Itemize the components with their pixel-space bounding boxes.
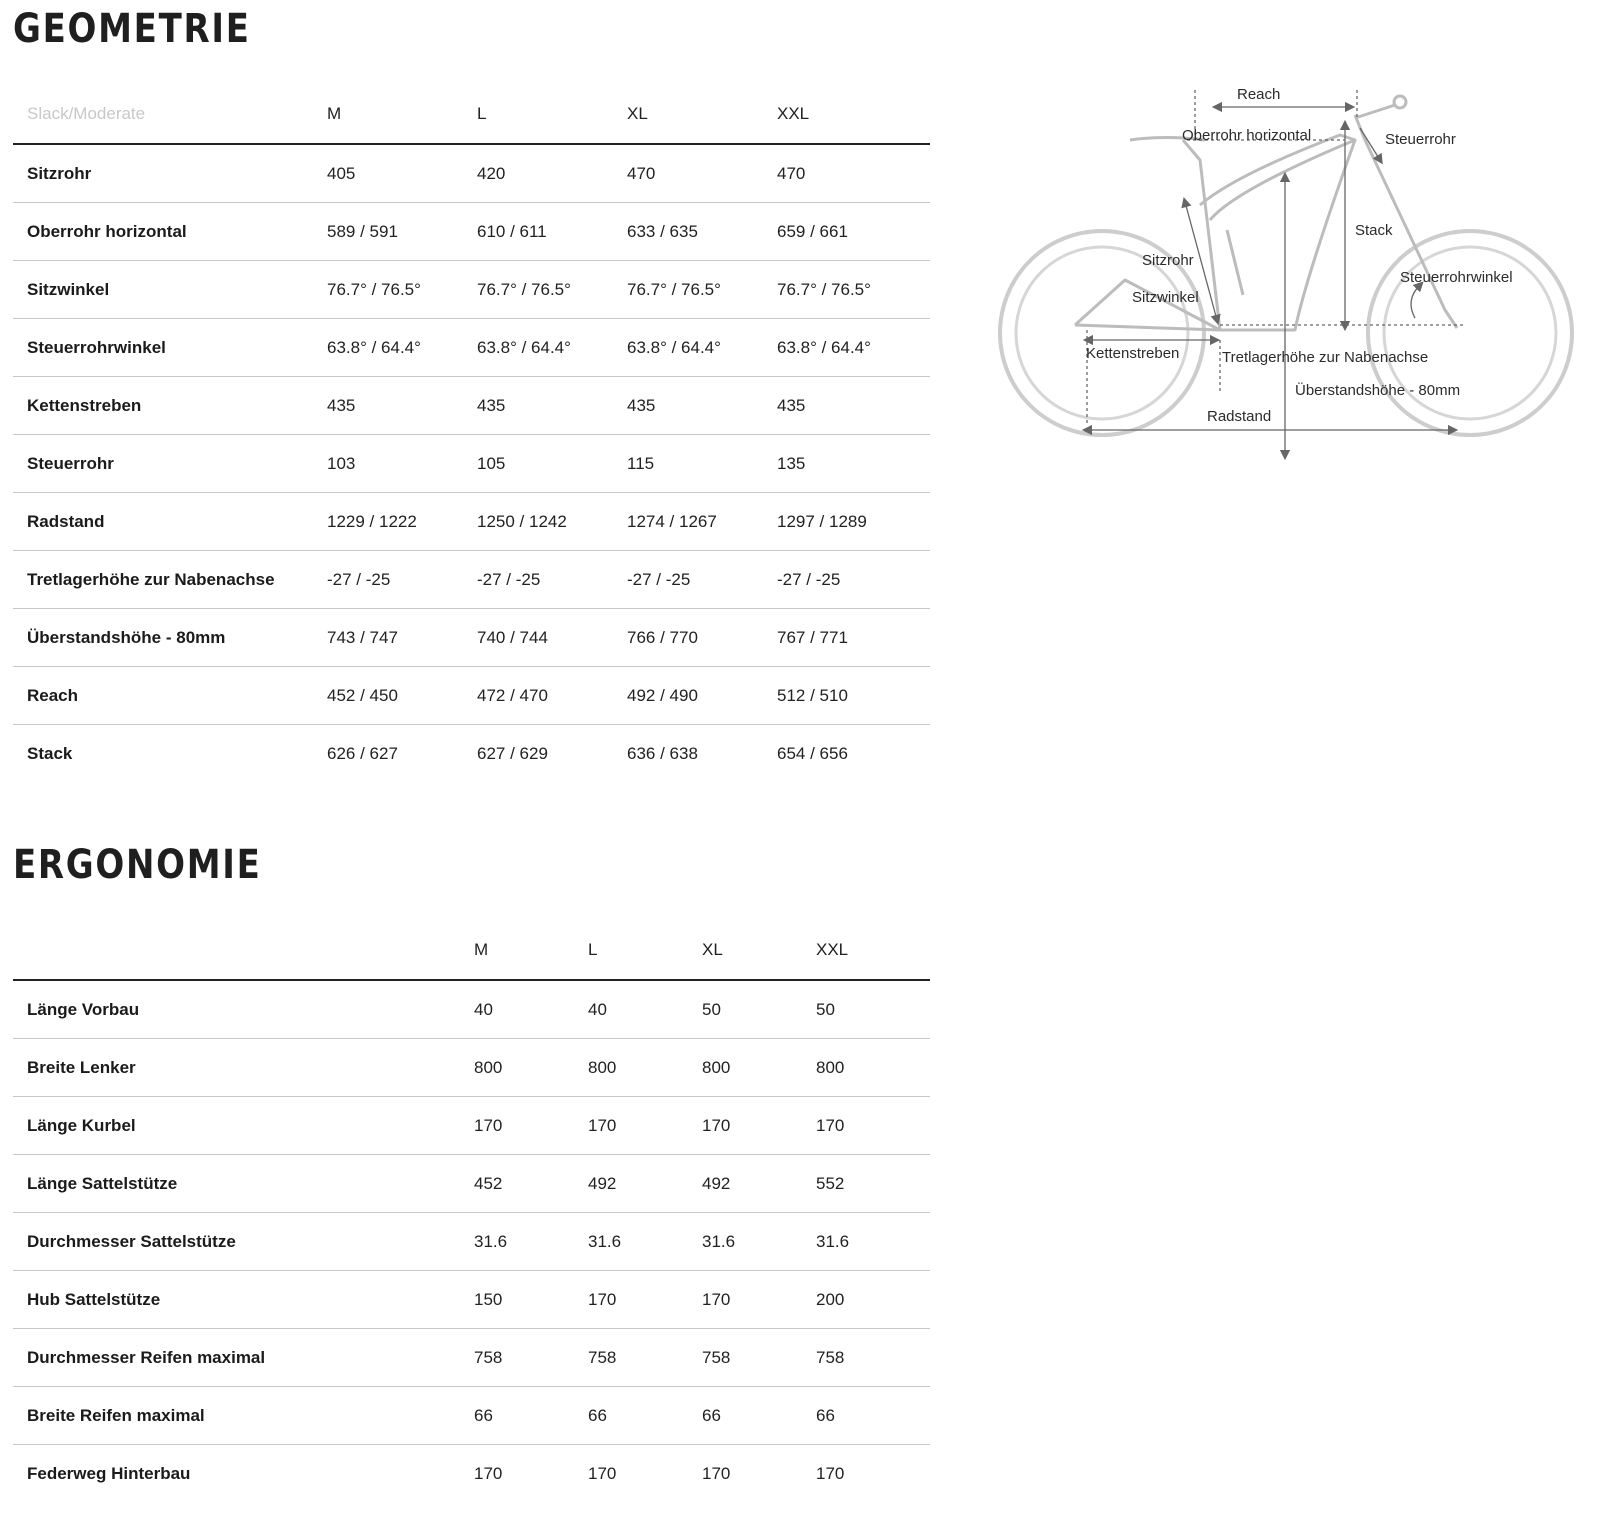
cell-value: 76.7° / 76.5°	[777, 261, 930, 319]
cell-value: 758	[702, 1329, 816, 1387]
cell-value: 1274 / 1267	[627, 493, 777, 551]
row-label-sitzrohr: Sitzrohr	[13, 144, 327, 203]
size-header-m: M	[327, 85, 477, 144]
row-label-federweg-hinterbau: Federweg Hinterbau	[27, 1463, 191, 1483]
cell-value: 743 / 747	[327, 609, 477, 667]
label-steuerrohrwinkel: Steuerrohrwinkel	[1400, 269, 1513, 286]
cell-value: 170	[702, 1271, 816, 1329]
table-row	[13, 435, 930, 493]
cell-value: 659 / 661	[777, 203, 930, 261]
cell-value: 76.7° / 76.5°	[477, 261, 627, 319]
row-label-kettenstreben: Kettenstreben	[13, 377, 327, 435]
ergonomics-corner	[13, 921, 474, 980]
cell-value: 115	[627, 435, 777, 493]
cell-value: 103	[327, 435, 477, 493]
row-label-oberrohr-horizontal: Oberrohr horizontal	[13, 203, 327, 261]
cell-value: 512 / 510	[777, 667, 930, 725]
row-label-tretlagerhoehe-zur-nabenachse: Tretlagerhöhe zur Nabenachse	[13, 551, 327, 609]
cell-value: 105	[477, 435, 627, 493]
label-kettenstreben: Kettenstreben	[1086, 345, 1180, 362]
size-header-xxl: XXL	[777, 85, 930, 144]
cell-value: 170	[588, 1097, 702, 1155]
row-label-durchmesser-sattelstuetze: Durchmesser Sattelstütze	[13, 1213, 474, 1271]
table-row	[13, 261, 930, 319]
row-label-hub-sattelstuetze: Hub Sattelstütze	[13, 1271, 474, 1329]
cell-value: 610 / 611	[477, 203, 627, 261]
cell-value: 170	[702, 1463, 731, 1483]
cell-value: 66	[474, 1387, 588, 1445]
ergonomics-table	[13, 921, 930, 1502]
bike-geometry-diagram	[995, 80, 1595, 460]
cell-value: 626 / 627	[327, 743, 398, 763]
cell-value: 758	[474, 1329, 588, 1387]
table-row	[13, 1097, 930, 1155]
cell-value: 767 / 771	[777, 609, 930, 667]
table-row	[13, 1445, 930, 1503]
cell-value: 76.7° / 76.5°	[327, 261, 477, 319]
cell-value: 627 / 629	[477, 743, 548, 763]
cell-value: 758	[816, 1329, 930, 1387]
cell-value: 492 / 490	[627, 667, 777, 725]
cell-value: 76.7° / 76.5°	[627, 261, 777, 319]
front-wheel	[1368, 231, 1572, 435]
cell-value: 170	[816, 1097, 930, 1155]
geometry-mode-label: Slack/Moderate	[13, 85, 327, 144]
label-oberrohr-horizontal: Oberrohr horizontal	[1182, 127, 1312, 144]
cell-value: 472 / 470	[477, 667, 627, 725]
cell-value: 31.6	[474, 1213, 588, 1271]
row-label-laenge-sattelstuetze: Länge Sattelstütze	[13, 1155, 474, 1213]
row-label-sitzwinkel: Sitzwinkel	[13, 261, 327, 319]
cell-value: 66	[702, 1387, 816, 1445]
cell-value: 435	[327, 377, 477, 435]
size-header-l: L	[588, 921, 702, 980]
row-label-laenge-vorbau: Länge Vorbau	[13, 980, 474, 1039]
cell-value: 405	[327, 144, 477, 203]
table-row	[13, 1213, 930, 1271]
geometry-table	[13, 85, 930, 782]
cell-value: 200	[816, 1271, 930, 1329]
cell-value: 1297 / 1289	[777, 493, 930, 551]
row-label-steuerrohr: Steuerrohr	[13, 435, 327, 493]
cell-value: 800	[474, 1039, 588, 1097]
cell-value: 452	[474, 1155, 588, 1213]
table-row	[13, 377, 930, 435]
table-row	[13, 980, 930, 1039]
cell-value: 50	[702, 980, 816, 1039]
cell-value: 740 / 744	[477, 609, 627, 667]
cell-value: 170	[474, 1463, 503, 1483]
cell-value: 492	[588, 1155, 702, 1213]
row-label-laenge-kurbel: Länge Kurbel	[13, 1097, 474, 1155]
size-header-xl: XL	[627, 85, 777, 144]
cell-value: 435	[627, 377, 777, 435]
table-row	[13, 319, 930, 377]
table-row	[13, 1387, 930, 1445]
table-row	[13, 551, 930, 609]
row-label-breite-lenker: Breite Lenker	[13, 1039, 474, 1097]
cell-value: 589 / 591	[327, 203, 477, 261]
cell-value: 800	[702, 1039, 816, 1097]
ergonomics-title: ERGONOMIE	[13, 842, 262, 888]
table-row	[13, 1039, 930, 1097]
row-label-durchmesser-reifen-maximal: Durchmesser Reifen maximal	[13, 1329, 474, 1387]
cell-value: -27 / -25	[627, 551, 777, 609]
cell-value: -27 / -25	[327, 551, 477, 609]
geometry-header-row	[13, 85, 930, 144]
table-row	[13, 144, 930, 203]
cell-value: 31.6	[816, 1213, 930, 1271]
cell-value: 492	[702, 1155, 816, 1213]
cell-value: 66	[816, 1387, 930, 1445]
cell-value: 766 / 770	[627, 609, 777, 667]
cell-value: 435	[777, 377, 930, 435]
ergonomics-header-row	[13, 921, 930, 980]
label-radstand: Radstand	[1207, 408, 1272, 425]
geometry-title: GEOMETRIE	[13, 6, 251, 52]
label-stack: Stack	[1355, 222, 1393, 239]
cell-value: 40	[588, 980, 702, 1039]
cell-value: 50	[816, 980, 930, 1039]
cell-value: 470	[627, 144, 777, 203]
cell-value: 758	[588, 1329, 702, 1387]
cell-value: 633 / 635	[627, 203, 777, 261]
cell-value: 170	[474, 1097, 588, 1155]
cell-value: 31.6	[588, 1213, 702, 1271]
cell-value: 800	[588, 1039, 702, 1097]
cell-value: 135	[777, 435, 930, 493]
label-sitzwinkel: Sitzwinkel	[1132, 289, 1199, 306]
size-header-m: M	[474, 921, 588, 980]
cell-value: 1250 / 1242	[477, 493, 627, 551]
cell-value: 63.8° / 64.4°	[477, 319, 627, 377]
table-row	[13, 1155, 930, 1213]
cell-value: 654 / 656	[777, 743, 848, 763]
cell-value: -27 / -25	[777, 551, 930, 609]
label-steuerrohr: Steuerrohr	[1385, 131, 1456, 148]
row-label-stack: Stack	[27, 743, 73, 763]
table-row	[13, 725, 930, 783]
cell-value: 470	[777, 144, 930, 203]
row-label-reach: Reach	[13, 667, 327, 725]
row-label-radstand: Radstand	[13, 493, 327, 551]
cell-value: 420	[477, 144, 627, 203]
cell-value: 1229 / 1222	[327, 493, 477, 551]
size-header-l: L	[477, 85, 627, 144]
table-row	[13, 1271, 930, 1329]
cell-value: 63.8° / 64.4°	[327, 319, 477, 377]
table-row	[13, 1329, 930, 1387]
label-reach: Reach	[1237, 86, 1281, 103]
cell-value: 63.8° / 64.4°	[777, 319, 930, 377]
table-row	[13, 493, 930, 551]
cell-value: 800	[816, 1039, 930, 1097]
row-label-breite-reifen-maximal: Breite Reifen maximal	[13, 1387, 474, 1445]
cell-value: 636 / 638	[627, 743, 698, 763]
cell-value: 31.6	[702, 1213, 816, 1271]
cell-value: 63.8° / 64.4°	[627, 319, 777, 377]
cell-value: 150	[474, 1271, 588, 1329]
table-row	[13, 609, 930, 667]
cell-value: 66	[588, 1387, 702, 1445]
label-sitzrohr: Sitzrohr	[1142, 252, 1194, 269]
table-row	[13, 667, 930, 725]
cell-value: 435	[477, 377, 627, 435]
row-label-steuerrohrwinkel: Steuerrohrwinkel	[13, 319, 327, 377]
cell-value: 170	[588, 1463, 617, 1483]
cell-value: 170	[816, 1463, 845, 1483]
cell-value: 40	[474, 980, 588, 1039]
cell-value: 452 / 450	[327, 667, 477, 725]
size-header-xl: XL	[702, 921, 816, 980]
cell-value: 170	[702, 1097, 816, 1155]
cell-value: -27 / -25	[477, 551, 627, 609]
label-tretlagerhoehe: Tretlagerhöhe zur Nabenachse	[1222, 349, 1429, 366]
size-header-xxl: XXL	[816, 921, 930, 980]
cell-value: 552	[816, 1155, 930, 1213]
row-label-ueberstandshoehe-80mm: Überstandshöhe - 80mm	[13, 609, 327, 667]
table-row	[13, 203, 930, 261]
bike-illustration	[1000, 96, 1572, 435]
label-ueberstandshoehe: Überstandshöhe - 80mm	[1295, 382, 1461, 399]
cell-value: 170	[588, 1271, 702, 1329]
